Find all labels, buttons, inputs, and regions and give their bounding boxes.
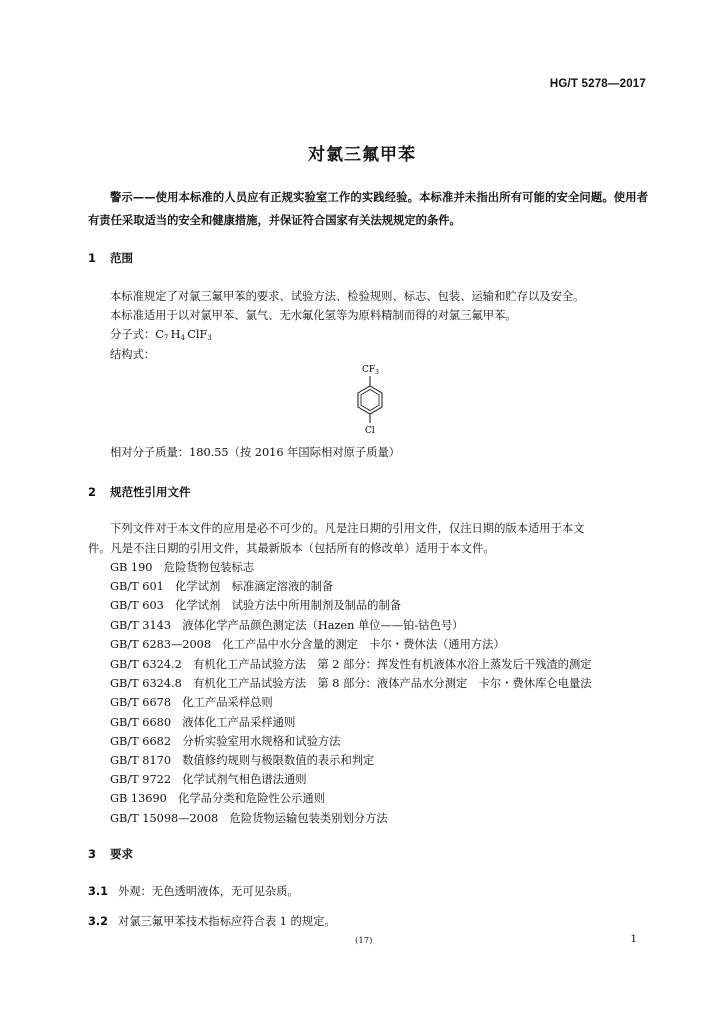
structure-label: 结构式： [110,348,156,361]
footer-sequence-number: (17) [355,936,373,946]
structure-cf3-label: $CF_3$ [362,365,379,376]
reference-item: GB/T 601 化学试剂 标准滴定溶液的制备 [110,580,334,593]
reference-item: GB 190 危险货物包装标志 [110,561,255,574]
document-title: 对氯三氟甲苯 [308,145,416,165]
section-title: 规范性引用文件 [110,485,191,499]
section-title: 范围 [110,251,134,265]
warning-paragraph: 警示——使用本标准的人员应有正规实验室工作的实践经验。本标准并未指出所有可能的安全问题。使用者有责任采取适当的安全和健康措施，并保证符合国家有关法规规定的条件。 [88,191,648,227]
formula-carbon: C [155,328,164,341]
reference-item: GB/T 15098—2008 危险货物运输包装类别划分方法 [110,812,388,825]
section-number: 1 [88,251,97,265]
section-number: 3 [88,847,97,861]
formula-label: 分子式： [110,328,156,341]
reference-item: GB/T 6682 分析实验室用水规格和试验方法 [110,735,341,748]
structure-cl-label: Cl [365,426,375,436]
scope-paragraph-1: 本标准规定了对氯三氟甲苯的要求、试验方法、检验规则、标志、包装、运输和贮存以及安全。 [110,290,585,303]
reference-item: GB/T 6680 液体化工产品采样通则 [110,716,296,729]
clause-number: 3.2 [88,915,109,928]
reference-item: GB/T 6324.2 有机化工产品试验方法 第 2 部分：挥发性有机液体水浴上蒸发后干残渣的测定 [110,658,592,671]
requirement-3-1 [88,883,299,899]
formula-hydrogen: H [170,328,181,341]
reference-item: GB/T 603 化学试剂 试验方法中所用制剂及制品的制备 [110,599,402,612]
standard-number: HG/T 5278—2017 [549,78,646,90]
clause-number: 3.1 [88,885,109,898]
reference-item: GB/T 6283—2008 化工产品中水分含量的测定 卡尔・费休法（通用方法） [110,638,505,651]
section-2-heading [88,484,191,500]
requirement-3-2 [88,913,336,929]
references-intro-line-1: 下列文件对于本文件的应用是必不可少的。凡是注日期的引用文件，仅注日期的版本适用于本文 [110,522,585,535]
page-number: 1 [630,933,637,945]
benzene-ring [358,386,382,414]
formula-chlorine-fluorine: ClF [187,328,208,341]
reference-item: GB/T 3143 液体化学产品颜色测定法（Hazen 单位——铂-钴色号） [110,619,464,632]
section-1-heading [88,250,133,266]
reference-item: GB 13690 化学品分类和危险性公示通则 [110,792,326,805]
formula-carbon-count: 7 [163,334,169,342]
reference-item: GB/T 9722 化学试剂气相色谱法通则 [110,773,307,786]
reference-item: GB/T 6678 化工产品采样总则 [110,696,273,709]
reference-item: GB/T 6324.8 有机化工产品试验方法 第 8 部分：液体产品水分测定 卡尔・费休库仑电量法 [110,677,592,690]
clause-text: 对氯三氟甲苯技术指标应符合表 1 的规定。 [118,915,336,928]
benzene-inner-ring [361,390,379,411]
section-title: 要求 [110,847,134,861]
molecular-formula [110,326,212,342]
formula-fluorine-count: 3 [207,334,212,342]
structural-formula [340,360,400,436]
scope-paragraph-2: 本标准适用于以对氯甲苯、氯气、无水氟化氢等为原料精制而得的对氯三氟甲苯。 [110,309,517,322]
references-intro-line-2: 件。凡是不注日期的引用文件，其最新版本（包括所有的修改单）适用于本文件。 [88,542,495,555]
section-3-heading [88,846,133,862]
clause-text: 外观：无色透明液体，无可见杂质。 [118,885,299,898]
relative-molecular-mass: 相对分子质量：180.55（按 2016 年国际相对原子质量） [110,446,401,459]
section-number: 2 [88,485,97,499]
formula-hydrogen-count: 4 [180,334,185,342]
reference-item: GB/T 8170 数值修约规则与极限数值的表示和判定 [110,754,375,767]
